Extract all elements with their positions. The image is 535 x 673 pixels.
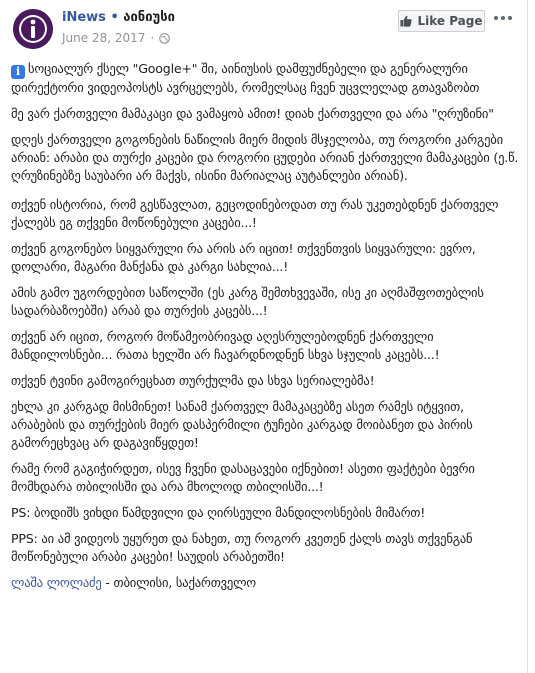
post-date[interactable]: June 28, 2017 bbox=[62, 31, 146, 45]
post-intro bbox=[11, 60, 521, 97]
author-location: - თბილისი, საქართველო bbox=[101, 575, 257, 590]
card-border bbox=[527, 0, 528, 673]
post-intro-text: სოციალურ ქსელ "Google+" ში, აინიუსის დამფუძნებელი და გენერალური დირექტორი ვიდეოპოსტს ავრცელებს, რომელსაც ჩვენ უცვლელად გთავაზობთ bbox=[11, 61, 480, 95]
post-meta bbox=[62, 31, 170, 45]
meta-dot: · bbox=[150, 31, 155, 45]
more-options-icon[interactable] bbox=[494, 14, 514, 22]
post-paragraph: თქვენ ისტორია, რომ გესწავლათ, გეცოდინებოდათ თუ რას უკეთებდნენ ქართველ ქალებს ეგ თქვენი მოწონებული კაცები...! bbox=[11, 197, 499, 230]
author-link[interactable]: ლაშა ლოლაძე bbox=[11, 575, 102, 590]
separator-dot: • bbox=[110, 10, 124, 25]
post-signature bbox=[11, 574, 521, 592]
thumbs-up-icon bbox=[400, 15, 412, 27]
post-paragraph: PPS: აი ამ ვიდეოს უყურეთ და ნახეთ, თუ როგორ კვეთენ ქალს თავს თქვენგან მოწონებული არაბი კაცები! საუდის არაბეთში! bbox=[11, 531, 473, 564]
post-body bbox=[11, 60, 521, 600]
like-page-button[interactable] bbox=[398, 10, 485, 32]
post-paragraph: მე ვარ ქართველი მამაკაცი და ვამაყობ ამით! დიახ ქართველი და არა "ღრუზინი" bbox=[11, 106, 494, 121]
post-paragraph: დღეს ქართველი გოგონების ნაწილის მიერ მიდის მსჯელობა, თუ როგორი კარგები არიან: არაბი და თურქი კაცები და როგორი ცუდები არიან ქართველი მამაკაცები (ე.წ. ღრუზინებზე საუბარი არ მაქვს, ისინი მარიალაც აუტანლები არიან). bbox=[11, 132, 519, 183]
post-paragraph: PS: ბოდიშს ვიხდი წამდვილი და ღირსეული მანდილოსნების მიმართ! bbox=[11, 505, 426, 520]
post-paragraph: რამე რომ გაგიჭირდეთ, ისევ ჩვენი დასაცავები იქნებით! ასეთი ფაქტები ბევრი მომხდარა თბილისში და არა მხოლოდ თბილისში...! bbox=[11, 461, 475, 494]
post-paragraph: ეხლა კი კარგად მისმინეთ! სანამ ქართველ მამაკაცებზე ასეთ რამეს იტყვით, არაბების და თურქების მიერ დასპერმილი ტუჩები კარგად მოიბანეთ და პირის გამორეცხვაც არ დაგავიწყდეთ! bbox=[11, 399, 473, 450]
page-avatar[interactable] bbox=[13, 9, 53, 49]
page-subtitle[interactable]: აინიუსი bbox=[123, 10, 175, 25]
info-emoji-icon: i bbox=[11, 65, 25, 79]
post-paragraph: თქვენ ტვინი გამოგირეცხათ თურქულმა და სხვა სერიალებმა! bbox=[11, 373, 375, 388]
page-name-text[interactable]: iNews bbox=[62, 10, 106, 25]
post-paragraph: თქვენ გოგონებო სიყვარული რა არის არ იცით! თქვენთვის სიყვარული: ევრო, დოლარი, მაგარი მანქანა და კარგი სახლია...! bbox=[11, 241, 476, 274]
post-paragraph: ამის გამო უგორდებით საწოლში (ეს კარგ შემთხვევაში, ისე კი აღმაშფოთებლის სადარბაზოებში) არაბ და თურქის კაცებს...! bbox=[11, 285, 484, 318]
info-logo-icon bbox=[13, 9, 53, 49]
post-paragraph: თქვენ არ იცით, როგორ მოწამეობრივად აღესრულებოდნენ ქართველი მანდილოსნები... რათა ხელში არ ჩავარდნოდნენ სხვა სჯულის კაცებს...! bbox=[11, 329, 440, 362]
like-page-label: Like Page bbox=[417, 14, 483, 28]
globe-icon bbox=[159, 33, 170, 44]
page-name[interactable] bbox=[62, 10, 175, 25]
